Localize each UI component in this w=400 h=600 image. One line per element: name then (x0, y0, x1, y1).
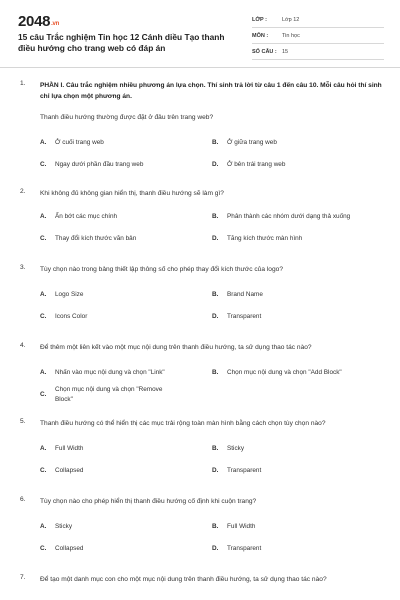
option-text: Icons Color (55, 313, 88, 320)
question-5 (0, 418, 400, 482)
option-text: Transparent (227, 467, 262, 474)
option-letter: B. (212, 213, 219, 220)
option-b[interactable] (212, 132, 384, 154)
question-number: 1. (20, 80, 26, 87)
meta-row-subject (252, 28, 384, 44)
option-letter: C. (40, 467, 47, 474)
meta-key: LỚP : (252, 16, 267, 23)
meta-row-count (252, 44, 384, 60)
option-text: Ở bên trái trang web (227, 161, 286, 168)
option-letter: C. (40, 545, 47, 552)
option-text: Logo Size (55, 291, 84, 298)
question-number: 7. (20, 574, 26, 581)
option-letter: D. (212, 467, 219, 474)
option-letter: B. (212, 523, 219, 530)
option-letter: A. (40, 139, 47, 146)
option-letter: B. (212, 139, 219, 146)
option-letter: D. (212, 161, 219, 168)
option-list (40, 284, 386, 328)
option-list (40, 516, 386, 560)
meta-table (252, 12, 384, 60)
option-letter: A. (40, 213, 47, 220)
option-text: Transparent (227, 545, 262, 552)
question-text: Để tạo một danh mục con cho một mục nội dung trên thanh điều hướng, ta sử dụng thao tác nào? (40, 576, 327, 583)
option-c[interactable] (40, 460, 212, 482)
option-text: Full Width (55, 445, 84, 452)
option-a[interactable] (40, 132, 212, 154)
section-instruction: PHẦN I. Câu trắc nghiệm nhiều phương án lựa chọn. Thí sinh trả lời từ câu 1 đến câu 10. Mỗi câu hỏi thí sinh chỉ lựa chọn một phương án. (40, 82, 382, 100)
option-text: Thay đổi kích thước văn bản (55, 235, 137, 242)
question-2 (0, 188, 400, 250)
option-text: Phân thành các nhóm dưới dạng thả xuống (227, 213, 351, 220)
site-logo[interactable] (18, 13, 59, 30)
option-list (40, 206, 386, 250)
option-b[interactable] (212, 284, 384, 306)
question-text: Khi không đủ không gian hiển thị, thanh điều hướng sẽ làm gì? (40, 190, 224, 197)
option-text: Sticky (55, 523, 73, 530)
option-a[interactable] (40, 284, 212, 306)
option-text: Ẩn bớt các mục chính (55, 213, 118, 220)
option-letter: A. (40, 445, 47, 452)
logo-main: 2048 (18, 13, 51, 30)
option-letter: C. (40, 391, 47, 398)
option-b[interactable] (212, 206, 384, 228)
option-c[interactable] (40, 306, 212, 328)
option-text: Ở giữa trang web (227, 139, 277, 146)
option-d[interactable] (212, 460, 384, 482)
option-text: Chọn mục nội dung và chọn "Remove Block" (55, 386, 163, 403)
option-text: Ngay dưới phần đầu trang web (55, 161, 144, 168)
option-text: Ở cuối trang web (55, 139, 104, 146)
option-text: Brand Name (227, 291, 263, 298)
option-letter: A. (40, 523, 47, 530)
question-1 (0, 80, 400, 176)
option-letter: C. (40, 161, 47, 168)
meta-key: SỐ CÂU : (252, 48, 277, 55)
question-text: Thanh điều hướng có thể hiển thị các mục trải rộng toàn màn hình bằng cách chọn tùy chọn nào? (40, 420, 326, 427)
option-text: Transparent (227, 313, 262, 320)
question-6 (0, 496, 400, 560)
meta-value: Lớp 12 (282, 16, 300, 23)
question-text: Tùy chọn nào cho phép hiển thị thanh điều hướng cố định khi cuộn trang? (40, 498, 257, 505)
option-letter: D. (212, 545, 219, 552)
header-divider (0, 67, 400, 68)
option-letter: A. (40, 291, 47, 298)
question-number: 3. (20, 264, 26, 271)
question-number: 6. (20, 496, 26, 503)
option-d[interactable] (212, 228, 384, 250)
option-c[interactable] (40, 538, 212, 560)
page-header (0, 0, 400, 64)
option-letter: B. (212, 445, 219, 452)
option-letter: C. (40, 235, 47, 242)
option-text: Collapsed (55, 545, 84, 552)
option-letter: A. (40, 369, 47, 376)
meta-row-class (252, 12, 384, 28)
question-4 (0, 342, 400, 406)
option-a[interactable] (40, 206, 212, 228)
document-title: 15 câu Trắc nghiệm Tin học 12 Cánh diều Tạo thanh điều hướng cho trang web có đáp án (18, 32, 225, 53)
option-letter: B. (212, 291, 219, 298)
option-text: Collapsed (55, 467, 84, 474)
option-a[interactable] (40, 438, 212, 460)
option-text: Chọn mục nội dung và chọn "Add Block" (227, 369, 342, 376)
question-3 (0, 264, 400, 328)
option-c[interactable] (40, 384, 172, 406)
option-d[interactable] (212, 154, 384, 176)
option-letter: D. (212, 313, 219, 320)
option-list (40, 132, 386, 176)
option-d[interactable] (212, 538, 384, 560)
option-list (40, 438, 386, 482)
option-a[interactable] (40, 362, 212, 384)
option-c[interactable] (40, 154, 212, 176)
option-b[interactable] (212, 362, 384, 384)
logo-suffix: .vn (51, 21, 59, 27)
meta-value: 15 (282, 48, 289, 55)
option-c[interactable] (40, 228, 212, 250)
question-7 (0, 574, 400, 585)
question-text: Tùy chọn nào trong bảng thiết lập thông số cho phép thay đổi kích thước của logo? (40, 266, 283, 273)
meta-key: MÔN : (252, 32, 269, 39)
option-text: Nhấn vào mục nội dung và chọn "Link" (55, 369, 165, 376)
question-text: Thanh điều hướng thường được đặt ở đâu trên trang web? (40, 114, 214, 121)
option-text: Tăng kích thước màn hình (227, 235, 303, 242)
question-text: Để thêm một liên kết vào một mục nội dung trên thanh điều hướng, ta sử dụng thao tác nào? (40, 344, 312, 351)
option-b[interactable] (212, 516, 384, 538)
option-list (40, 362, 386, 406)
question-number: 4. (20, 342, 26, 349)
option-b[interactable] (212, 438, 384, 460)
question-number: 5. (20, 418, 26, 425)
option-text: Full Width (227, 523, 256, 530)
option-a[interactable] (40, 516, 212, 538)
option-letter: C. (40, 313, 47, 320)
option-d[interactable] (212, 306, 384, 328)
option-text: Sticky (227, 445, 245, 452)
option-letter: B. (212, 369, 219, 376)
question-number: 2. (20, 188, 26, 195)
meta-value: Tin học (282, 32, 300, 39)
question-list (0, 80, 400, 585)
option-letter: D. (212, 235, 219, 242)
